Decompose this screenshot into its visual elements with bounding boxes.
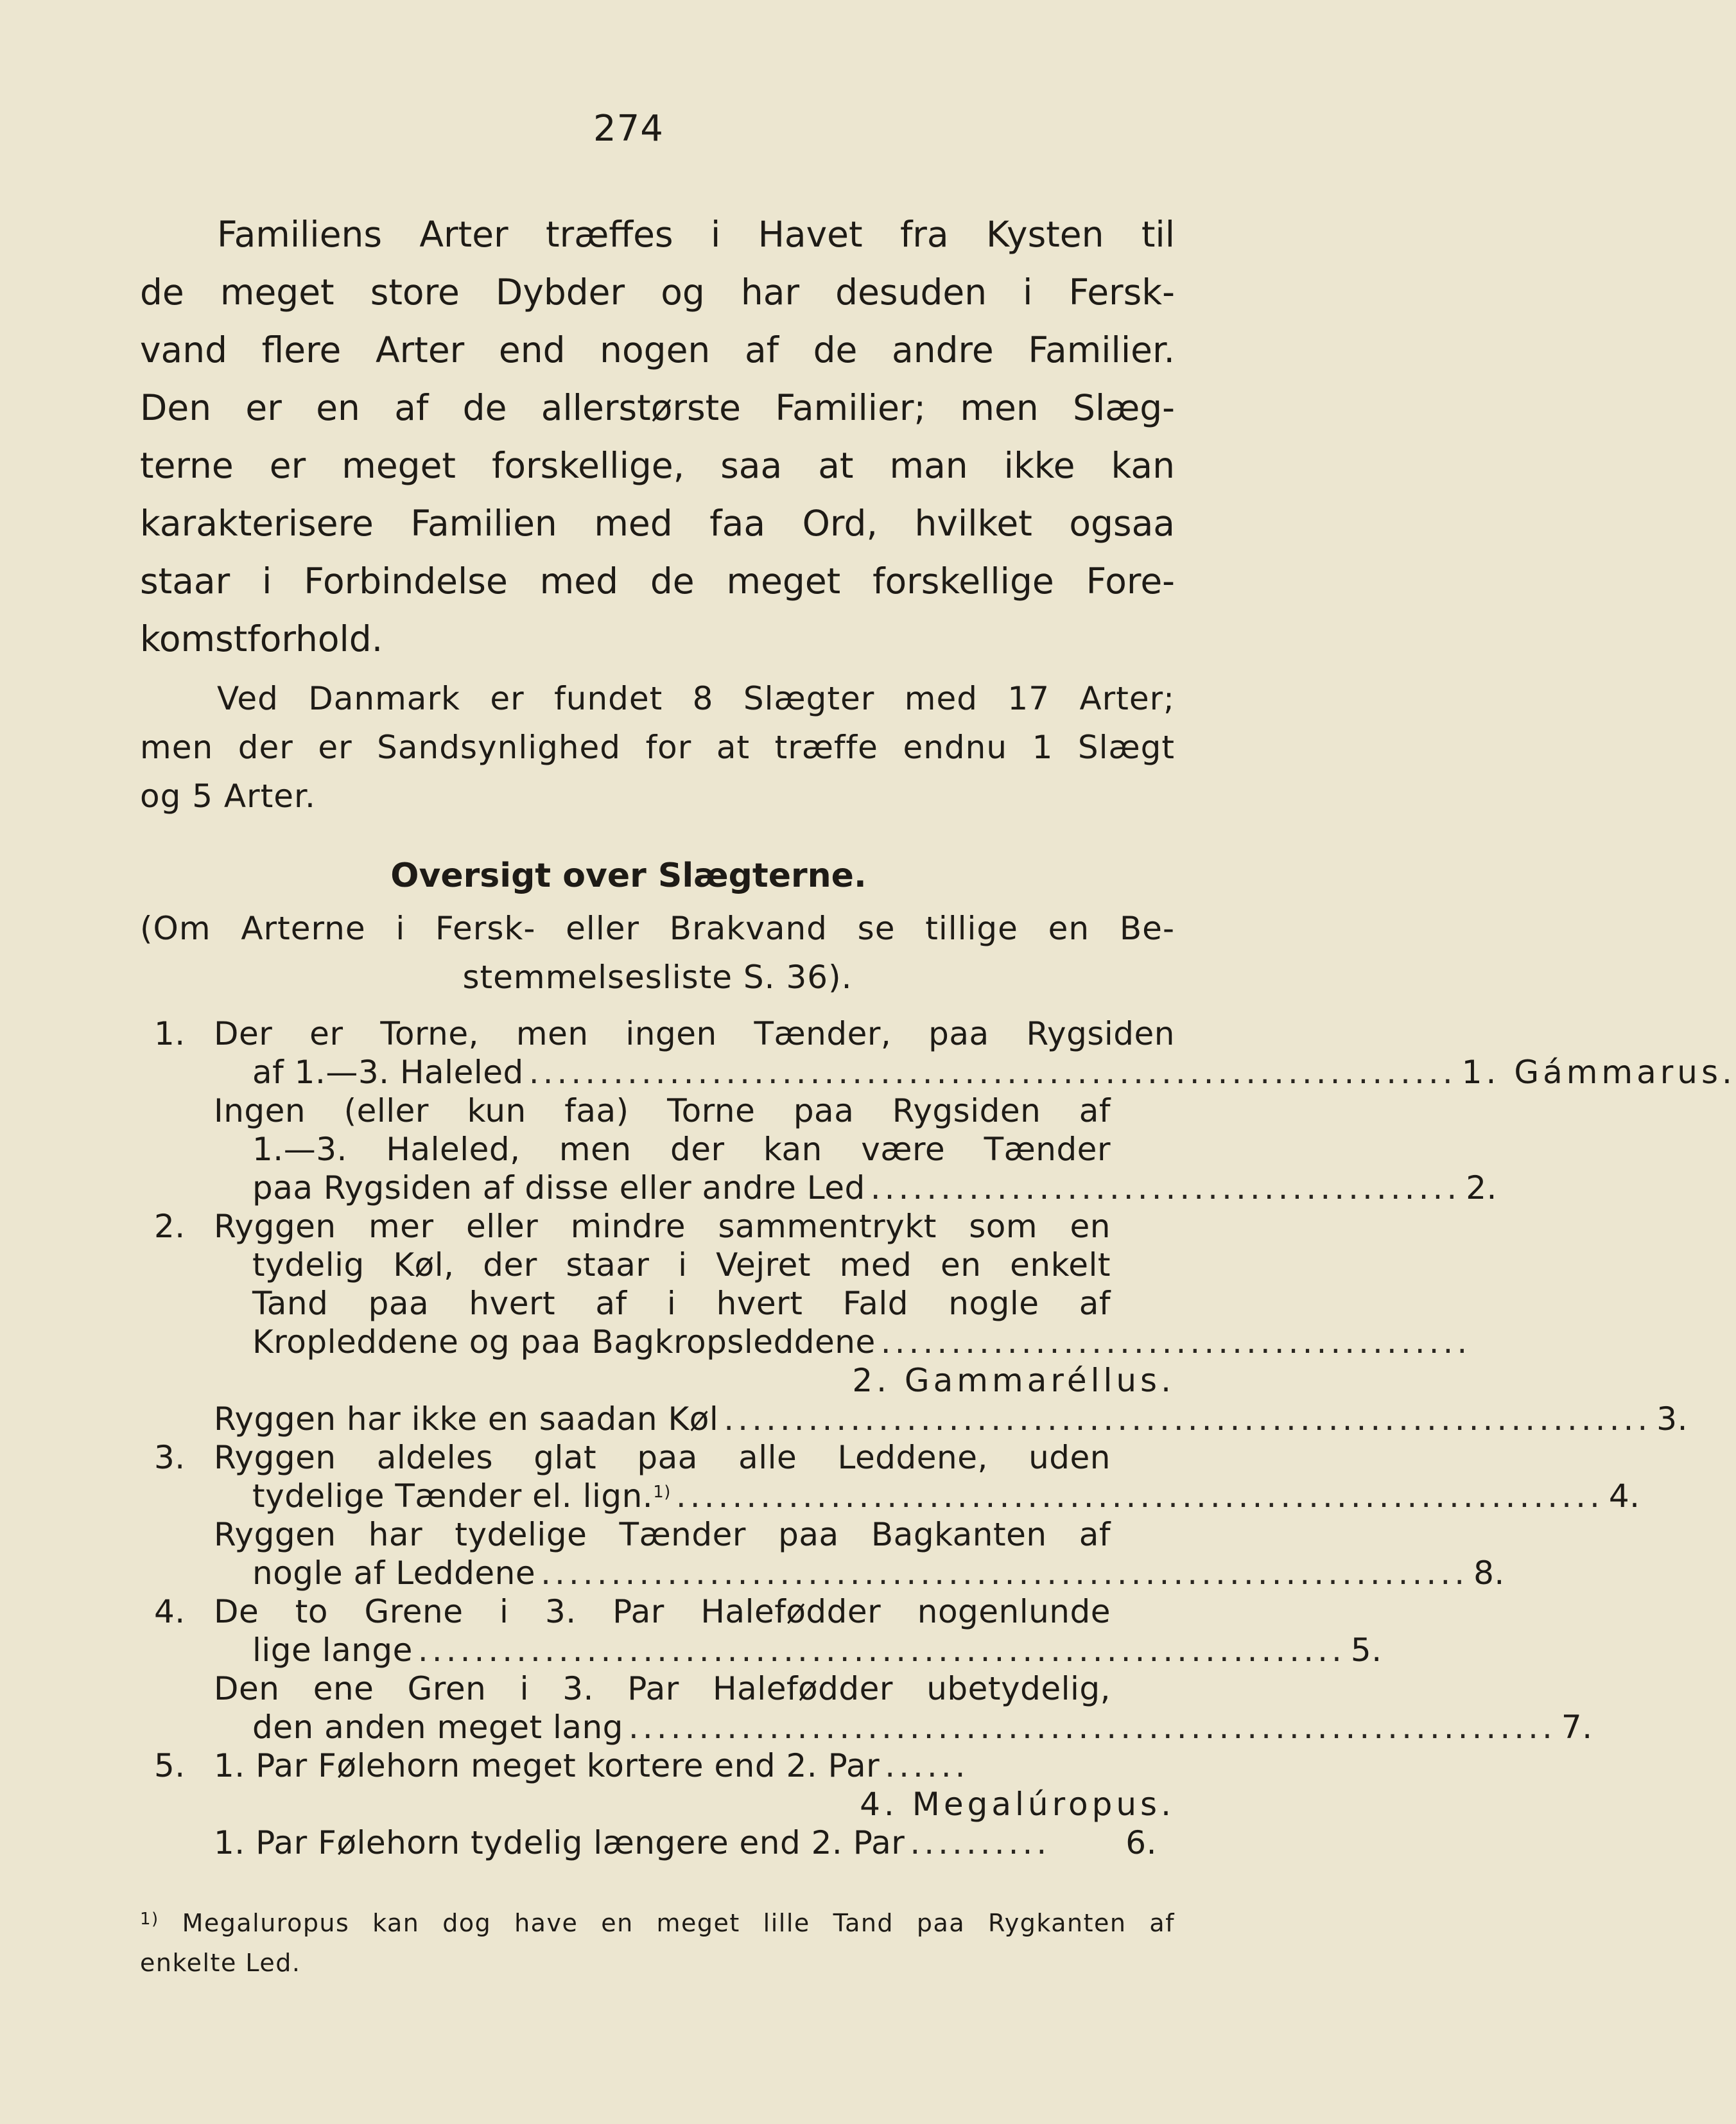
key-row <box>140 1824 1175 1862</box>
key-row <box>140 1631 1382 1669</box>
para-line: Ved Danmark er fundet 8 Slægter med 17 Arter; <box>217 680 1175 717</box>
key-text: Ryggen aldeles glat paa alle Leddene, uden <box>214 1439 1111 1476</box>
key-text: paa Rygsiden af disse eller andre Led <box>252 1169 865 1206</box>
intro-line: Familiens Arter træffes i Havet fra Kysten til <box>217 214 1175 255</box>
intro-line: de meget store Dybder og har desuden i Fersk- <box>140 272 1175 313</box>
key-text: lige lange <box>252 1632 413 1669</box>
footnote-mark: 1) <box>140 1910 159 1929</box>
key-result: 3. <box>1656 1400 1688 1438</box>
key-result: 2. <box>1466 1169 1497 1206</box>
key-text: Tand paa hvert af i hvert Fald nogle af <box>252 1285 1111 1322</box>
note-line: (Om Arterne i Fersk- eller Brakvand se tillige en Be- <box>140 910 1175 947</box>
second-paragraph <box>140 674 1175 821</box>
key-row <box>140 1207 1175 1246</box>
key-result: 2. Gammaréllus. <box>852 1362 1175 1399</box>
key-row <box>140 1246 1175 1284</box>
key-number: 3. <box>154 1439 186 1476</box>
key-text: De to Grene i 3. Par Halefødder nogenlunde <box>214 1593 1111 1630</box>
key-text: Ryggen har ikke en saadan Køl <box>214 1400 719 1438</box>
key-text: Ingen (eller kun faa) Torne paa Rygsiden af <box>214 1092 1111 1129</box>
intro-line: vand flere Arter end nogen af de andre Familier. <box>140 329 1175 370</box>
key-row <box>140 1708 1593 1746</box>
key-number: 2. <box>154 1208 186 1245</box>
key-result: 8. <box>1473 1554 1505 1592</box>
key-row <box>140 1169 1497 1207</box>
key-row <box>140 1284 1175 1323</box>
section-heading: Oversigt over Slægterne. <box>390 857 867 895</box>
key-row <box>140 1361 1175 1400</box>
intro-line: komstforhold. <box>140 618 383 659</box>
identification-key <box>140 1014 1736 1862</box>
footnote-mark: 1) <box>653 1483 671 1502</box>
key-row <box>140 1400 1688 1438</box>
intro-line: Den er en af de allerstørste Familier; men Slæg- <box>140 387 1175 428</box>
key-text: Ryggen har tydelige Tænder paa Bagkanten af <box>214 1516 1111 1553</box>
leader-dots: .......................................... <box>880 1323 1471 1361</box>
key-row <box>140 1554 1505 1592</box>
key-result: 5. <box>1350 1632 1382 1669</box>
page-number: 274 <box>593 108 664 150</box>
key-text: nogle af Leddene <box>252 1554 536 1592</box>
key-row <box>140 1053 1736 1092</box>
key-text: Den ene Gren i 3. Par Halefødder ubetydelig, <box>214 1670 1111 1707</box>
footnote <box>140 1903 1175 1983</box>
para-line: og 5 Arter. <box>140 778 316 815</box>
key-result: 4. <box>1608 1477 1640 1515</box>
key-row <box>140 1438 1175 1477</box>
leader-dots: .................................................................. <box>541 1554 1469 1592</box>
intro-line: staar i Forbindelse med de meget forskellige Fore- <box>140 561 1175 602</box>
key-number: 1. <box>154 1015 186 1052</box>
key-row <box>140 1669 1175 1708</box>
intro-paragraph <box>140 205 1175 668</box>
key-row <box>140 1092 1175 1130</box>
key-text: Der er Torne, men ingen Tænder, paa Rygsiden <box>214 1015 1175 1052</box>
key-text: 1.—3. Haleled, men der kan være Tænder <box>252 1131 1111 1168</box>
leader-dots: .................................................................. <box>417 1632 1346 1669</box>
leader-dots: .................................................................. <box>528 1054 1457 1091</box>
leader-dots: ...... <box>885 1747 969 1784</box>
key-text: tydelige Tænder el. lign.$^{1)}$ <box>252 1477 671 1515</box>
key-text: 1. Par Følehorn meget kortere end 2. Par <box>214 1747 880 1784</box>
leader-dots: .......................................... <box>870 1169 1461 1206</box>
key-text: Kropleddene og paa Bagkropsleddene <box>252 1323 876 1361</box>
key-number: 4. <box>154 1593 186 1630</box>
para-line: men der er Sandsynlighed for at træffe endnu 1 Slægt <box>140 729 1175 766</box>
leader-dots: .......... <box>910 1824 1051 1861</box>
leader-dots: .................................................................. <box>675 1477 1604 1515</box>
leader-dots: .................................................................. <box>628 1709 1556 1746</box>
key-text: den anden meget lang <box>252 1709 623 1746</box>
intro-line: karakterisere Familien med faa Ord, hvilket ogsaa <box>140 503 1175 544</box>
note-line: stemmelsesliste S. 36). <box>462 959 853 996</box>
footnote-line: $^{1)}$ Megaluropus kan dog have en meget lille Tand paa Rygkanten af <box>140 1909 1175 1937</box>
key-row <box>140 1323 1471 1361</box>
key-text: af 1.—3. Haleled <box>252 1054 524 1091</box>
leader-dots: .................................................................. <box>724 1400 1652 1438</box>
key-text: tydelig Køl, der staar i Vejret med en enkelt <box>252 1246 1111 1284</box>
key-text: Ryggen mer eller mindre sammentrykt som en <box>214 1208 1111 1245</box>
footnote-line: enkelte Led. <box>140 1949 301 1977</box>
key-number: 5. <box>154 1747 186 1784</box>
key-result: 7. <box>1561 1709 1593 1746</box>
key-row <box>140 1785 1175 1824</box>
reference-note <box>140 904 1175 1002</box>
key-row <box>140 1592 1175 1631</box>
key-result: 6. <box>1125 1824 1157 1861</box>
key-row <box>140 1477 1640 1515</box>
intro-line: terne er meget forskellige, saa at man ikke kan <box>140 445 1175 486</box>
key-row <box>140 1130 1175 1169</box>
key-row <box>140 1746 1175 1785</box>
key-text: 1. Par Følehorn tydelig længere end 2. Par <box>214 1824 905 1861</box>
key-row <box>140 1515 1175 1554</box>
key-row <box>140 1014 1175 1053</box>
key-result: 4. Megalúropus. <box>860 1786 1175 1823</box>
key-result: 1. Gámmarus. <box>1461 1054 1736 1091</box>
